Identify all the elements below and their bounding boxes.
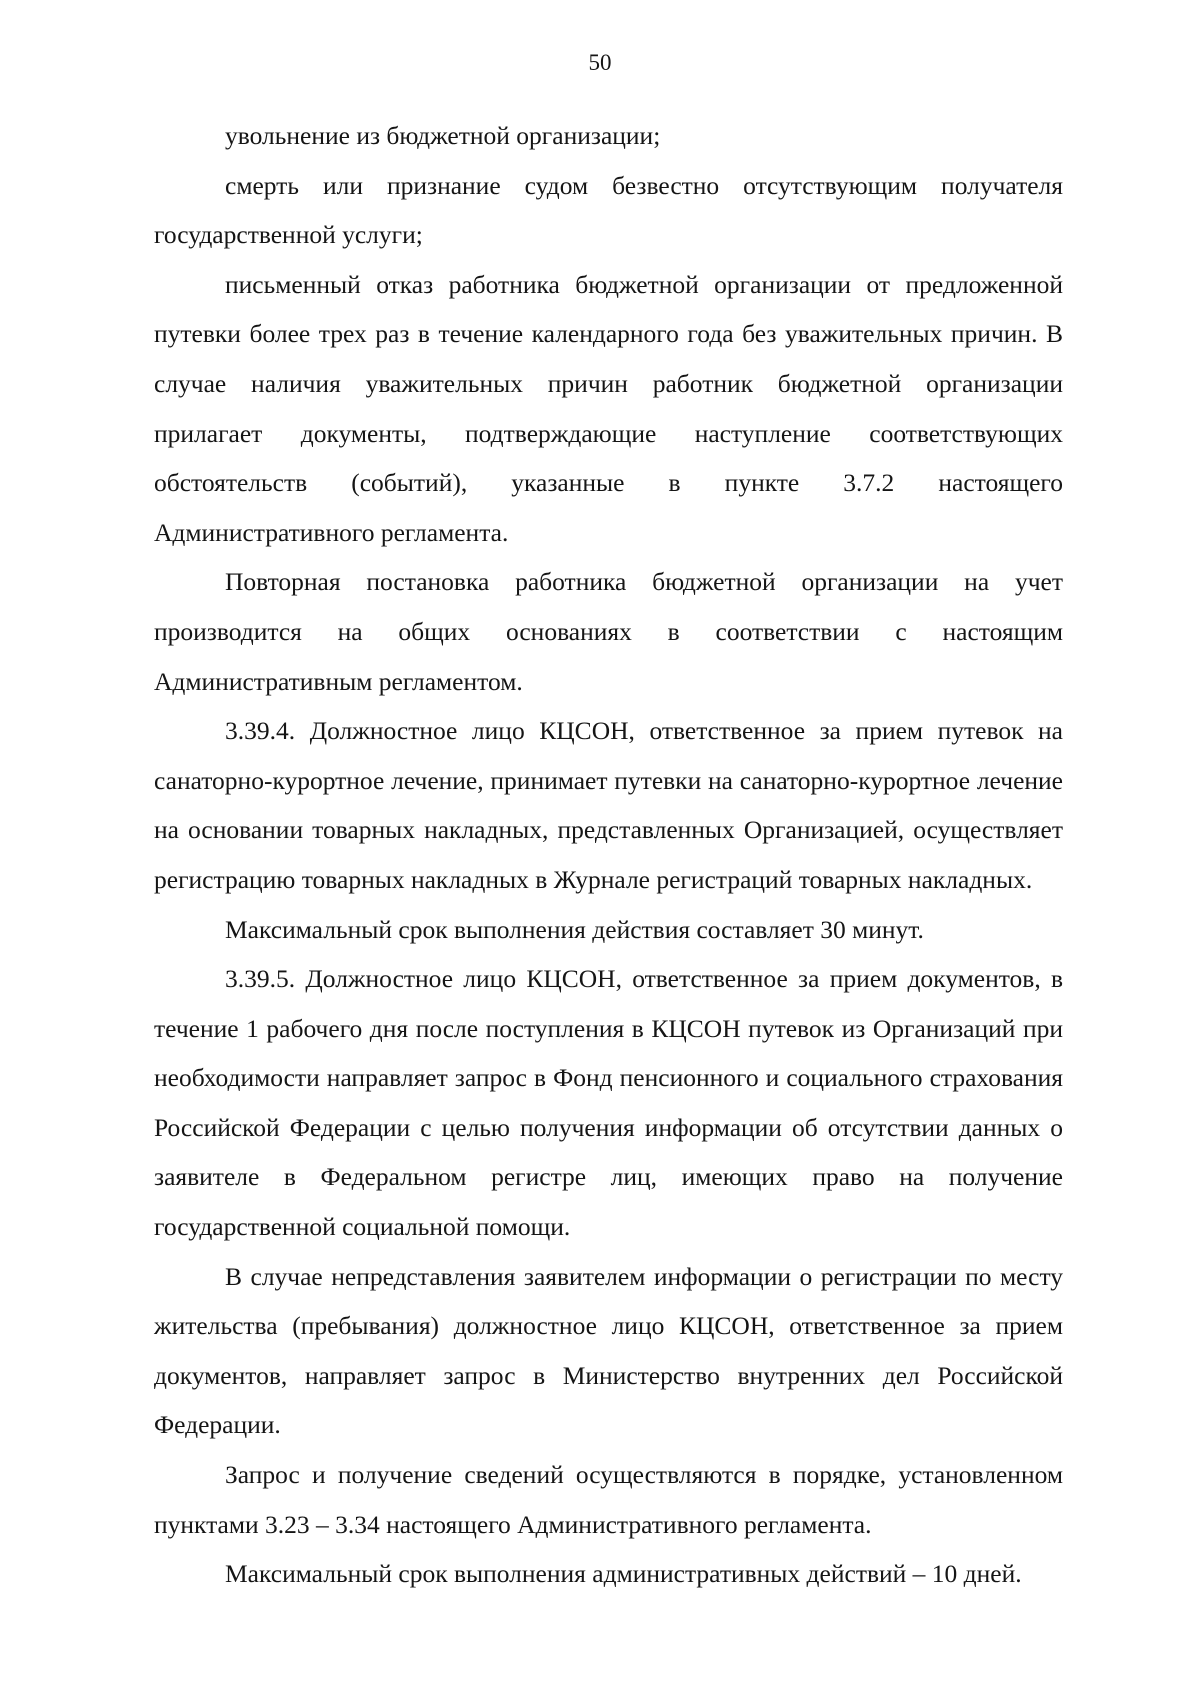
paragraph: письменный отказ работника бюджетной организации от предложенной путевки более трех раз в течение календарного года без уважительных причин. В случае наличия уважительных причин работник бюджетной организации прилагает документы, подтверждающие наступление соответствующих обстоятельств (событий), указанные в пункте 3.7.2 настоящего Административного регламента.	[154, 269, 1063, 547]
paragraph: Повторная постановка работника бюджетной организации на учет производится на общих основаниях в соответствии с настоящим Административным регламентом.	[154, 567, 1063, 696]
paragraph: 3.39.4. Должностное лицо КЦСОН, ответственное за прием путевок на санаторно-курортное лечение, принимает путевки на санаторно-курортное лечение на основании товарных накладных, представленных Организацией, осуществляет регистрацию товарных накладных в Журнале регистраций товарных накладных.	[154, 716, 1063, 894]
paragraph: Запрос и получение сведений осуществляются в порядке, установленном пунктами 3.23 – 3.34 настоящего Административного регламента.	[154, 1460, 1063, 1539]
paragraph: смерть или признание судом безвестно отсутствующим получателя государственной услуги;	[154, 170, 1063, 250]
paragraph: Максимальный срок выполнения действия составляет 30 минут.	[225, 914, 924, 944]
page-number: 50	[588, 50, 612, 75]
paragraph: увольнение из бюджетной организации;	[225, 121, 661, 150]
paragraph: 3.39.5. Должностное лицо КЦСОН, ответственное за прием документов, в течение 1 рабочего дня после поступления в КЦСОН путевок из Организаций при необходимости направляет запрос в Фонд пенсионного и социального страхования Российской Федерации с целью получения информации об отсутствии данных о заявителе в Федеральном регистре лиц, имеющих право на получение государственной социальной помощи.	[154, 964, 1063, 1242]
paragraph: Максимальный срок выполнения административных действий – 10 дней.	[225, 1559, 1022, 1589]
paragraph: В случае непредставления заявителем информации о регистрации по месту жительства (пребывания) должностное лицо КЦСОН, ответственное за прием документов, направляет запрос в Министерство внутренних дел Российской Федерации.	[154, 1261, 1063, 1440]
document-body	[154, 111, 1063, 1599]
